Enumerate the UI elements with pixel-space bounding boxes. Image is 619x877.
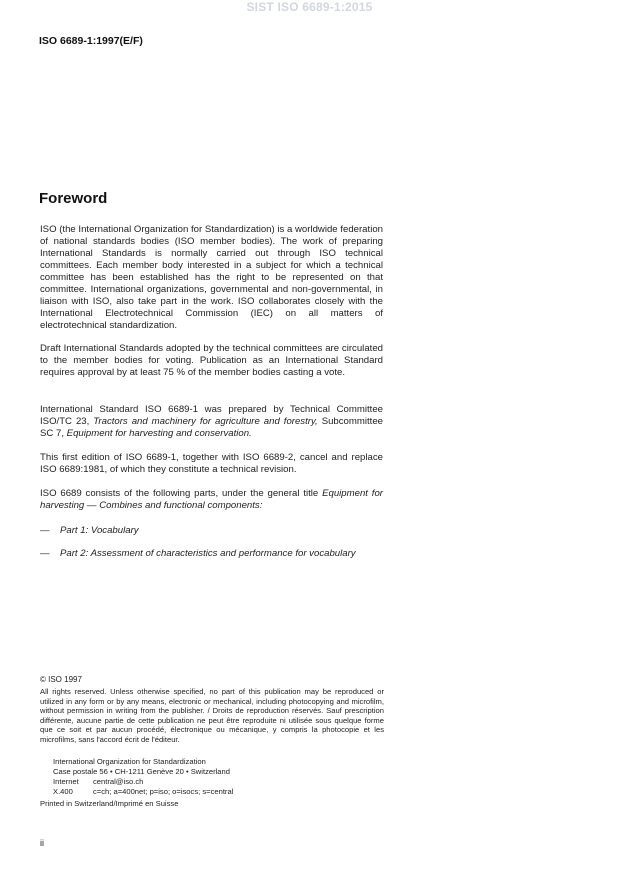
p3-committee-title: Tractors and machinery for agriculture and forestry,	[93, 416, 318, 427]
x400-label: X.400	[53, 787, 73, 796]
list-item-text: Part 1: Vocabulary	[60, 525, 139, 536]
p5-text-start: ISO 6689 consists of the following parts, under the general title	[40, 488, 319, 499]
list-dash: —	[40, 548, 50, 559]
list-item-text: Part 2: Assessment of characteristics and performance for vocabulary	[60, 548, 356, 559]
contact-internet	[53, 777, 143, 786]
p3-text-mid: Subcommittee SC 7,	[40, 416, 384, 439]
publisher-name: International Organization for Standardization	[53, 757, 206, 766]
printed-in: Printed in Switzerland/Imprimé en Suisse	[40, 799, 179, 808]
internet-value: central@iso.ch	[93, 777, 144, 786]
list-item	[40, 525, 139, 536]
publisher-address	[53, 757, 230, 777]
document-id: ISO 6689-1:1997(E/F)	[39, 35, 143, 47]
p3-text-start: International Standard ISO 6689-1 was prepared by Technical Committee ISO/TC 23,	[40, 404, 383, 427]
foreword-paragraph-2: Draft International Standards adopted by the technical committees are circulated to the member bodies for voting. Publication as an International Standard requires approval by at least 75 % of the member bodies casting a vote.	[40, 343, 383, 378]
publisher-postal: Case postale 56 • CH-1211 Genève 20 • Switzerland	[53, 766, 230, 776]
page-title: Foreword	[39, 190, 108, 207]
page-number: ii	[40, 838, 44, 848]
p5-general-title: Equipment for harvesting — Combines and functional components:	[40, 488, 383, 511]
foreword-paragraph-3	[40, 404, 383, 440]
contact-x400	[53, 787, 233, 796]
foreword-paragraph-4: This first edition of ISO 6689-1, together with ISO 6689-2, cancel and replace ISO 6689:1981, of which they constitute a technical revision.	[40, 452, 383, 475]
internet-label: Internet	[53, 777, 79, 786]
watermark: SIST ISO 6689-1:2015	[246, 0, 373, 14]
foreword-paragraph-1: ISO (the International Organization for Standardization) is a worldwide federation of national standards bodies (ISO member bodies). The work of preparing International Standards is normally carried out through ISO technical committees. Each member body interested in a subject for which a technical committee has been established has the right to be represented on that committee. International organizations, governmental and non-governmental, in liaison with ISO, also take part in the work. ISO collaborates closely with the International Electrotechnical Commission (IEC) on all matters of electrotechnical standardization.	[40, 224, 383, 331]
x400-value: c=ch; a=400net; p=iso; o=isocs; s=central	[93, 787, 234, 796]
list-item	[40, 548, 356, 559]
copyright-line: © ISO 1997	[40, 675, 82, 684]
foreword-paragraph-5	[40, 488, 383, 512]
rights-statement: All rights reserved. Unless otherwise specified, no part of this publication may be reproduced or utilized in any form or by any means, electronic or mechanical, including photocopying and microfilm, without permission in writing from the publisher. / Droits de reproduction réservés. Sauf prescription différente, aucune partie de cette publication ne peut être reproduite ni utilisée sous quelque forme que ce soit et par aucun procédé, électronique ou mécanique, y compris la photocopie et les microfilms, sans l'accord écrit de l'éditeur.	[40, 687, 384, 744]
p3-subcommittee-title: Equipment for harvesting and conservation.	[66, 428, 252, 439]
list-dash: —	[40, 525, 50, 536]
